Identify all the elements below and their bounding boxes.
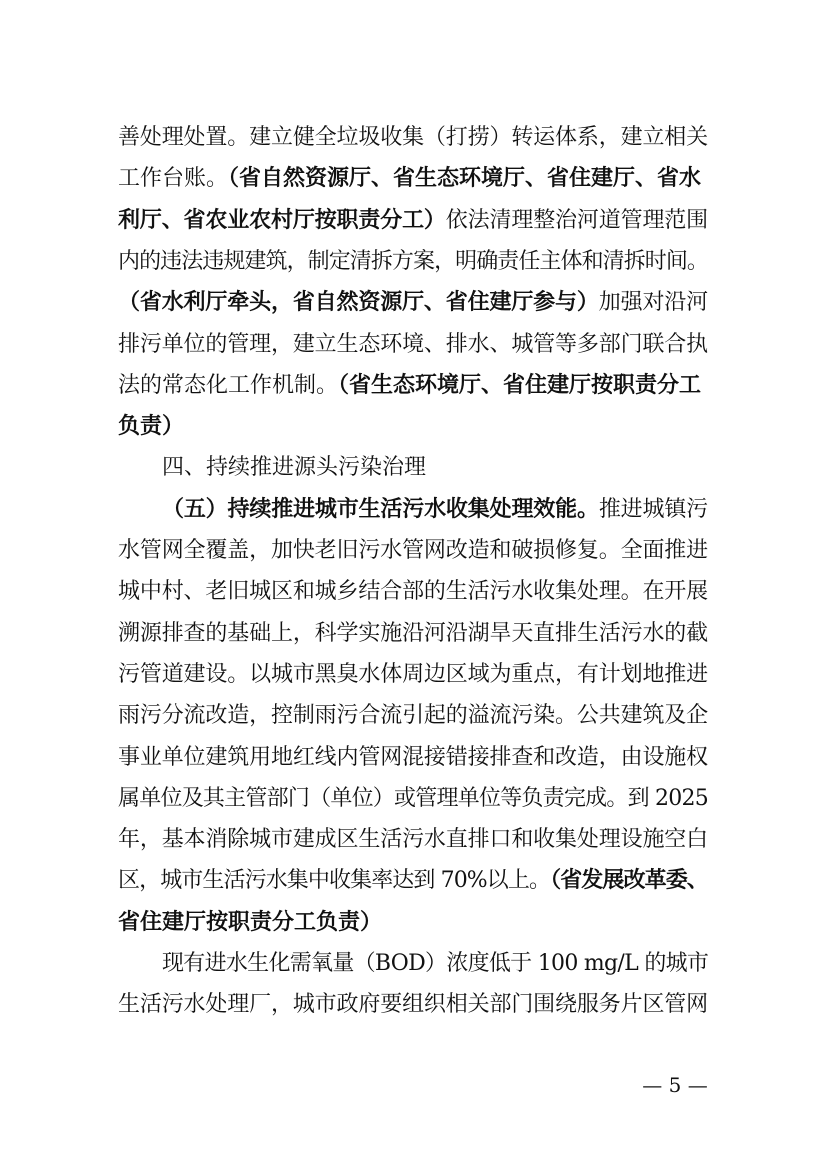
text-line (118, 242, 708, 282)
text-line (118, 572, 708, 612)
bold-text-segment: 省住建厅按职责分工负责） (118, 909, 383, 935)
section-heading (162, 448, 708, 488)
text-line (118, 407, 708, 447)
bold-text-segment: （省生态环境厅、省住建厅按职责分工 (338, 372, 702, 398)
text-segment: 年，基本消除城市建成区生活污水直排口和收集处理设施空白 (118, 827, 709, 853)
text-line (118, 655, 708, 695)
text-segment: 善处理处置。建立健全垃圾收集（打捞）转运体系，建立相关 (118, 125, 709, 150)
text-line (118, 283, 708, 323)
text-line (118, 738, 708, 778)
text-segment: 排污单位的管理，建立生态环境、排水、城管等多部门联合执 (118, 331, 709, 357)
text-segment: 法的常态化工作机制。 (118, 372, 339, 398)
text-line (118, 159, 708, 199)
text-segment: 依法清理整治河道管理范围 (445, 207, 709, 233)
bold-text-segment: （省发展改革委、 (550, 868, 708, 894)
bold-text-segment: （五）持续推进城市生活污水收集处理效能。 (162, 496, 599, 522)
text-line (162, 944, 708, 984)
text-segment: 工作台账。 (118, 166, 229, 192)
text-line (118, 118, 708, 158)
page-number: — 5 — (642, 1073, 708, 1097)
bold-text-segment: （省自然资源厅、省生态环境厅、省住建厅、省水 (228, 166, 702, 192)
text-segment: 污管道建设。以城市黑臭水体周边区域为重点，有计划地推进 (118, 661, 709, 687)
text-segment: 城中村、老旧城区和城乡结合部的生活污水收集处理。在开展 (118, 579, 709, 605)
bold-text-segment: 负责） (118, 414, 185, 440)
bold-text-segment: （省水利厅牵头，省自然资源厅、省住建厅参与） (118, 290, 599, 316)
text-line (118, 614, 708, 654)
text-line (118, 325, 708, 365)
text-line (118, 820, 708, 860)
text-line (118, 779, 708, 819)
text-segment: 属单位及其主管部门（单位）或管理单位等负责完成。到 2025 (118, 785, 708, 811)
text-line (118, 903, 708, 943)
text-segment: 四、持续推进源头污染治理 (162, 455, 427, 481)
text-segment: 雨污分流改造，控制雨污合流引起的溢流污染。公共建筑及企 (118, 703, 709, 729)
text-line (118, 201, 708, 241)
text-segment: 内的违法违规建筑，制定清拆方案，明确责任主体和清拆时间。 (118, 248, 709, 274)
text-segment: 水管网全覆盖，加快老旧污水管网改造和破损修复。全面推进 (118, 538, 709, 563)
text-line (118, 366, 708, 406)
text-segment: 推进城镇污 (598, 496, 709, 522)
text-line (162, 490, 708, 530)
text-line (118, 531, 708, 571)
text-segment: 溯源排查的基础上，科学实施沿河沿湖旱天直排生活污水的截 (118, 620, 709, 646)
text-segment: 生活污水处理厂，城市政府要组织相关部门围绕服务片区管网 (118, 992, 709, 1018)
bold-text-segment: 利厅、省农业农村厅按职责分工） (118, 207, 446, 233)
text-segment: 加强对沿河 (598, 290, 709, 316)
text-line (118, 696, 708, 736)
text-line (118, 985, 708, 1025)
text-line (118, 861, 708, 901)
text-segment: 现有进水生化需氧量（BOD）浓度低于 100 mg/L 的城市 (162, 951, 709, 976)
text-segment: 区，城市生活污水集中收集率达到 70%以上。 (118, 868, 551, 894)
text-segment: 事业单位建筑用地红线内管网混接错接排查和改造，由设施权 (118, 744, 709, 770)
